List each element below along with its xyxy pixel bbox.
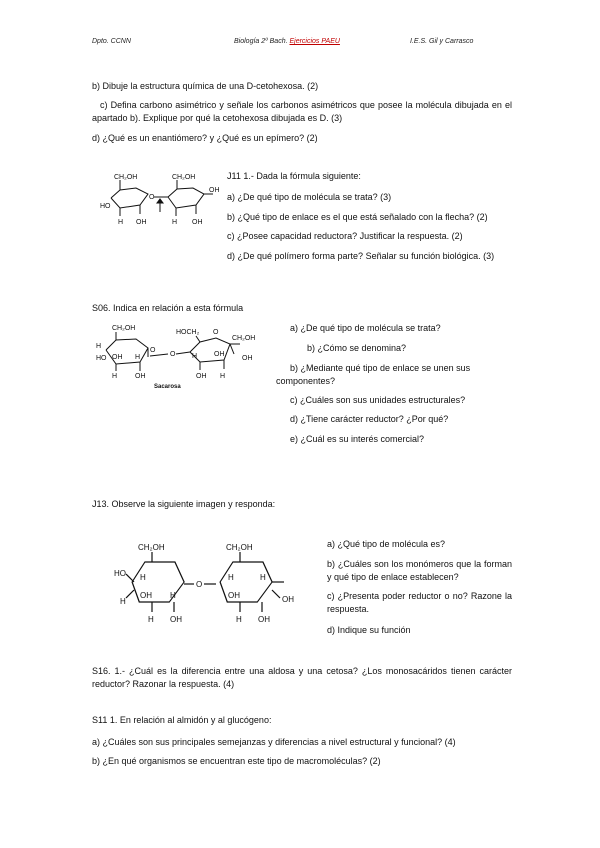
j13-right-oh-right: OH xyxy=(282,595,294,604)
s11-a: a) ¿Cuáles son sus principales semejanzas y diferencias a nivel estructural y funcional? (4) xyxy=(92,737,456,747)
s06-fructose-ch2oh: CH₂OH xyxy=(232,335,256,342)
j13-left-oh-bottom: OH xyxy=(170,615,182,624)
s06-caption: Sacarosa xyxy=(154,384,181,390)
j13-d: d) Indique su función xyxy=(327,625,411,635)
j11-link-o: O xyxy=(149,194,155,201)
j11-d: d) ¿De qué polímero forma parte? Señalar su función biológica. (3) xyxy=(227,251,495,261)
j13-left-h: H xyxy=(140,573,146,582)
s06-glycosidic-bond xyxy=(150,354,168,356)
s06-title: S06. Indica en relación a esta fórmula xyxy=(92,303,244,313)
header-center-highlight: Ejercicios PAEU xyxy=(289,38,340,45)
s06-glucose-h: H xyxy=(96,343,102,350)
j11-a: a) ¿De qué tipo de molécula se trata? (3) xyxy=(227,192,392,202)
j13-left-oh: OH xyxy=(140,591,152,600)
j13-ring-left xyxy=(126,552,194,612)
intro-b: b) Dibuje la estructura química de una D-cetohexosa. (2) xyxy=(92,81,319,91)
j11-title: J11 1.- Dada la fórmula siguiente: xyxy=(227,171,361,181)
j13-c: c) ¿Presenta poder reductor o no? Razone la respuesta. xyxy=(327,591,512,614)
header-left: Dpto. CCNN xyxy=(92,38,131,45)
s06-glycosidic-bond-2 xyxy=(176,352,190,354)
j11-right-oh: OH xyxy=(209,187,220,194)
j13-left-ho: HO xyxy=(114,569,126,578)
j11-right-h: H xyxy=(172,219,178,226)
s11-title: S11 1. En relación al almidón y al glucógeno: xyxy=(92,715,272,725)
s06-c: c) ¿Cuáles son sus unidades estructurales? xyxy=(290,395,466,405)
j13-right-h: H xyxy=(228,573,234,582)
j13-right-oh-bottom: OH xyxy=(258,615,270,624)
s06-sucrose-diagram xyxy=(92,322,272,390)
s06-fructose-h: H xyxy=(192,353,198,360)
j13-right-oh: OH xyxy=(228,591,240,600)
j11-left-ch2oh: CH₂OH xyxy=(114,174,138,181)
header-center xyxy=(234,38,340,45)
s06-fructose-hoch2: HOCH₂ xyxy=(176,329,200,336)
j13-right-h-bottom: H xyxy=(236,615,242,624)
s06-glucose-ring xyxy=(106,332,148,371)
s06-glucose-ch2oh: CH₂OH xyxy=(112,325,136,332)
j13-title: J13. Observe la siguiente imagen y responda: xyxy=(92,499,276,509)
s06-a: a) ¿De qué tipo de molécula se trata? xyxy=(290,323,441,333)
s06-fructose-oh-bottom: OH xyxy=(196,373,207,380)
s06-glucose-oh-bottom: OH xyxy=(135,373,146,380)
s06-glucose-ho: HO xyxy=(96,355,107,362)
s06-d: d) ¿Tiene carácter reductor? ¿Por qué? xyxy=(290,414,449,424)
j11-right-ch2oh: CH₂OH xyxy=(172,174,196,181)
s06-b2: b) ¿Mediante qué tipo de enlace se unen sus componentes? xyxy=(276,363,471,386)
j11-disaccharide-diagram xyxy=(98,168,220,230)
j13-left-h3: H xyxy=(170,591,176,600)
s06-glucose-oh: OH xyxy=(112,354,123,361)
j13-link-o: O xyxy=(196,580,203,589)
j11-c: c) ¿Posee capacidad reductora? Justificar la respuesta. (2) xyxy=(227,231,463,241)
s06-e: e) ¿Cuál es su interés comercial? xyxy=(290,434,425,444)
s06-glucose-h2: H xyxy=(135,354,141,361)
j11-ring-right xyxy=(168,180,213,216)
j13-a: a) ¿Qué tipo de molécula es? xyxy=(327,539,446,549)
s06-fructose-ring-o: O xyxy=(213,329,219,336)
j11-left-h: H xyxy=(118,219,124,226)
header-right: I.E.S. Gil y Carrasco xyxy=(410,38,474,45)
j13-disaccharide-diagram xyxy=(112,540,302,630)
j13-left-h2: H xyxy=(120,597,126,606)
s06-fructose-h-bottom: H xyxy=(220,373,226,380)
header-center-prefix: Biología 2º Bach. xyxy=(234,38,290,45)
j11-right-oh-bottom: OH xyxy=(192,219,203,226)
j11-left-ho: HO xyxy=(100,203,111,210)
j13-left-h-bottom: H xyxy=(148,615,154,624)
s06-glucose-ring-o: O xyxy=(150,347,156,354)
s06-fructose-oh: OH xyxy=(214,351,225,358)
s06-b: b) ¿Cómo se denomina? xyxy=(307,343,407,353)
j11-b: b) ¿Qué tipo de enlace es el que está señalado con la flecha? (2) xyxy=(227,212,488,222)
j13-left-ch2oh: CH₂OH xyxy=(138,543,165,552)
j11-arrow-icon xyxy=(157,199,163,212)
j13-ring-right xyxy=(217,552,284,612)
s16-text: S16. 1.- ¿Cuál es la diferencia entre una aldosa y una cetosa? ¿Los monosacáridos tienen carácter reductor? Razonar la respuesta. (4) xyxy=(92,666,512,689)
j11-left-oh: OH xyxy=(136,219,147,226)
j13-b: b) ¿Cuáles son los monómeros que la forman y qué tipo de enlace establecen? xyxy=(327,559,512,582)
intro-c: c) Defina carbono asimétrico y señale los carbonos asimétricos que posee la molécula dibujada en el apartado b). Explique por qué la cetohexosa dibujada es D. (3) xyxy=(92,100,512,123)
s06-link-o: O xyxy=(170,351,176,358)
s06-fructose-oh-right: OH xyxy=(242,355,253,362)
s06-glucose-h-bottom: H xyxy=(112,373,118,380)
j11-ring-left xyxy=(111,180,148,216)
s11-b: b) ¿En qué organismos se encuentran este tipo de macromoléculas? (2) xyxy=(92,756,381,766)
intro-d: d) ¿Qué es un enantiómero? y ¿Qué es un epímero? (2) xyxy=(92,133,318,143)
j13-right-h2: H xyxy=(260,573,266,582)
j13-right-ch2oh: CH₂OH xyxy=(226,543,253,552)
